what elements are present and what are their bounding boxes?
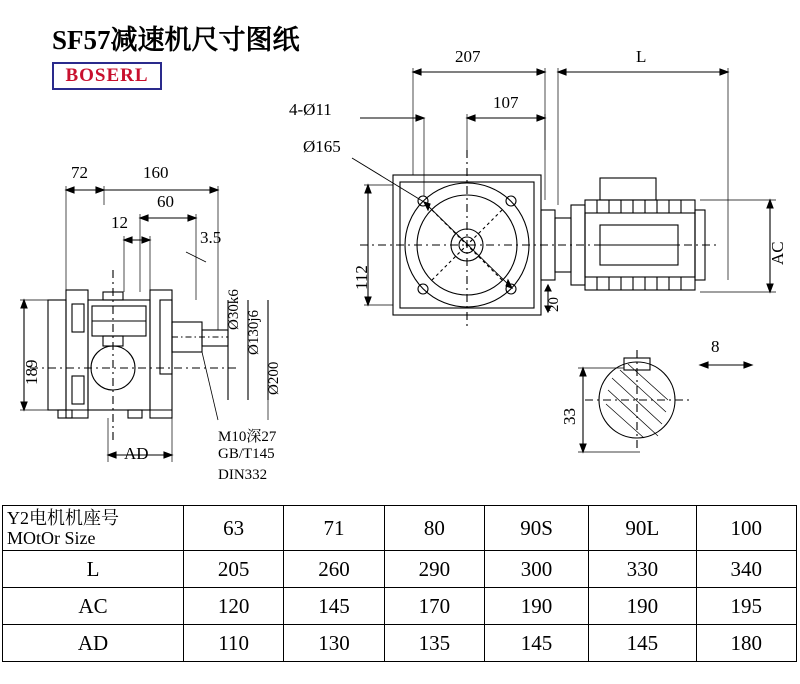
table-cell: 135 bbox=[384, 625, 484, 662]
row-label-AD: AD bbox=[3, 625, 184, 662]
table-header-cell: 100 bbox=[696, 506, 796, 551]
dim-O30k6: Ø30k6 bbox=[226, 289, 242, 330]
table-cell: 195 bbox=[696, 588, 796, 625]
table-cell: 110 bbox=[184, 625, 284, 662]
dim-12: 12 bbox=[111, 213, 128, 232]
table-cell: 145 bbox=[589, 625, 697, 662]
note-m10: M10深27 bbox=[218, 429, 277, 445]
note-gbt145: GB/T145 bbox=[218, 446, 275, 462]
table-cell: 330 bbox=[589, 551, 697, 588]
table-cell: 290 bbox=[384, 551, 484, 588]
table-cell: 190 bbox=[485, 588, 589, 625]
dim-8: 8 bbox=[711, 337, 720, 356]
dim-189: 189 bbox=[22, 359, 41, 385]
table-cell: 190 bbox=[589, 588, 697, 625]
dim-L: L bbox=[636, 47, 647, 66]
table-header-cell: 63 bbox=[184, 506, 284, 551]
dim-O165: Ø165 bbox=[303, 137, 341, 156]
table-row bbox=[3, 551, 797, 588]
row-label-AC: AC bbox=[3, 588, 184, 625]
dim-AC: AC bbox=[768, 241, 787, 265]
dim-4xO11: 4-Ø11 bbox=[289, 100, 332, 119]
dim-107: 107 bbox=[493, 93, 519, 112]
dim-72: 72 bbox=[71, 163, 88, 182]
table-cell: 130 bbox=[284, 625, 384, 662]
logo-text: BOSERL bbox=[65, 65, 149, 86]
dim-20: 20 bbox=[546, 297, 562, 312]
table-header-cell: 90S bbox=[485, 506, 589, 551]
dim-O130j6: Ø130j6 bbox=[246, 310, 262, 355]
dim-O200: Ø200 bbox=[266, 361, 282, 395]
table-header-cell: 71 bbox=[284, 506, 384, 551]
page-title: SF57减速机尺寸图纸 bbox=[52, 25, 300, 55]
dim-207: 207 bbox=[455, 47, 481, 66]
dim-112: 112 bbox=[352, 265, 371, 290]
header-label-en: MOtOr Size bbox=[7, 528, 96, 548]
dim-3-5: 3.5 bbox=[200, 228, 222, 247]
table-cell: 145 bbox=[485, 625, 589, 662]
table-row bbox=[3, 625, 797, 662]
table-cell: 145 bbox=[284, 588, 384, 625]
header-label-cn: Y2电机机座号 bbox=[7, 508, 119, 528]
table-cell: 340 bbox=[696, 551, 796, 588]
table-row bbox=[3, 506, 797, 551]
table-cell: 170 bbox=[384, 588, 484, 625]
dim-160: 160 bbox=[143, 163, 169, 182]
table-header-cell: 80 bbox=[384, 506, 484, 551]
table-row bbox=[3, 588, 797, 625]
row-label-L: L bbox=[3, 551, 184, 588]
table-header-label bbox=[3, 506, 184, 551]
table-cell: 120 bbox=[184, 588, 284, 625]
motor-size-table bbox=[2, 505, 797, 662]
table-cell: 300 bbox=[485, 551, 589, 588]
table-cell: 260 bbox=[284, 551, 384, 588]
dim-AD: AD bbox=[124, 444, 149, 463]
note-din332: DIN332 bbox=[218, 467, 268, 483]
table-cell: 205 bbox=[184, 551, 284, 588]
dim-33: 33 bbox=[560, 408, 579, 425]
table-header-cell: 90L bbox=[589, 506, 697, 551]
table-cell: 180 bbox=[696, 625, 796, 662]
dim-60: 60 bbox=[157, 192, 174, 211]
